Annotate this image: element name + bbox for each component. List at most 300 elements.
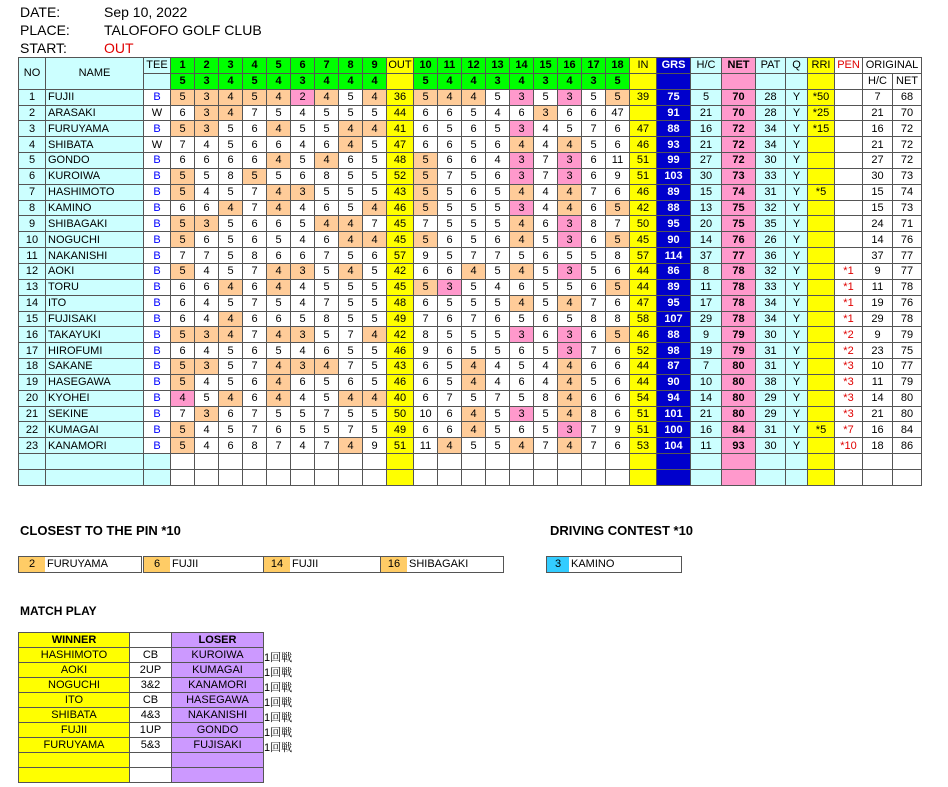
hole-score: 6 [510, 279, 534, 295]
hole-score: 6 [195, 232, 219, 248]
player-row [19, 105, 922, 121]
score-total: 46 [630, 184, 657, 200]
score-total: 45 [630, 232, 657, 248]
hole-header: 15 [534, 58, 558, 74]
pat-par-cell [756, 73, 786, 89]
empty-cell [657, 469, 691, 485]
player-q: Y [786, 89, 808, 105]
player-original-net: 84 [893, 422, 922, 438]
player-no: 7 [19, 184, 46, 200]
hole-score: 5 [486, 343, 510, 359]
player-q: Y [786, 105, 808, 121]
hole-score: 3 [558, 263, 582, 279]
hole-score: 5 [315, 422, 339, 438]
hole-score: 3 [534, 105, 558, 121]
player-net: 72 [722, 121, 756, 137]
hole-header: 8 [339, 58, 363, 74]
empty-cell [387, 469, 414, 485]
player-tee: B [144, 406, 171, 422]
player-gross: 101 [657, 406, 691, 422]
hole-score: 7 [243, 406, 267, 422]
player-tee: B [144, 248, 171, 264]
score-total: 44 [630, 279, 657, 295]
hole-score: 6 [582, 279, 606, 295]
hole-score: 5 [462, 343, 486, 359]
hole-score: 7 [486, 390, 510, 406]
hole-score: 5 [486, 121, 510, 137]
player-no: 10 [19, 232, 46, 248]
player-rri [808, 374, 835, 390]
player-rri: *25 [808, 105, 835, 121]
hole-score: 7 [582, 121, 606, 137]
col-q-header: Q [786, 58, 808, 74]
player-q: Y [786, 311, 808, 327]
empty-cell [722, 469, 756, 485]
player-handicap: 13 [691, 200, 722, 216]
empty-cell [863, 469, 893, 485]
empty-cell [144, 454, 171, 470]
player-rri: *5 [808, 422, 835, 438]
driving-entry [546, 556, 682, 573]
hole-score: 4 [363, 327, 387, 343]
score-total: 45 [387, 232, 414, 248]
hole-score: 5 [339, 168, 363, 184]
empty-cell [438, 469, 462, 485]
match-round-label: 1回戦 [264, 742, 293, 754]
hole-score: 6 [462, 184, 486, 200]
player-original-hc: 15 [863, 184, 893, 200]
player-tee: B [144, 422, 171, 438]
player-putts: 32 [756, 200, 786, 216]
player-original-net: 72 [893, 153, 922, 169]
hole-score: 4 [219, 390, 243, 406]
player-row [19, 390, 922, 406]
empty-cell [438, 454, 462, 470]
player-original-hc: 24 [863, 216, 893, 232]
player-net: 80 [722, 390, 756, 406]
match-row [19, 738, 264, 753]
hole-score: 6 [414, 295, 438, 311]
hole-score: 5 [315, 121, 339, 137]
player-tee: B [144, 89, 171, 105]
score-total: 39 [630, 89, 657, 105]
hole-score: 4 [315, 216, 339, 232]
match-row [19, 663, 264, 678]
player-original-net: 76 [893, 232, 922, 248]
hole-score: 4 [510, 184, 534, 200]
player-gross: 87 [657, 359, 691, 375]
start-label: START: [20, 40, 67, 56]
player-tee: B [144, 121, 171, 137]
hole-score: 8 [582, 216, 606, 232]
hole-score: 6 [315, 200, 339, 216]
hole-score: 6 [606, 374, 630, 390]
closest-title: CLOSEST TO THE PIN *10 [20, 523, 181, 538]
hole-score: 6 [267, 216, 291, 232]
player-net: 78 [722, 263, 756, 279]
hole-score: 7 [414, 311, 438, 327]
score-table [18, 57, 922, 486]
hole-score: 5 [462, 216, 486, 232]
hole-score: 4 [291, 279, 315, 295]
player-net: 72 [722, 153, 756, 169]
hole-score: 5 [534, 232, 558, 248]
hole-score: 5 [219, 184, 243, 200]
hole-score: 4 [438, 438, 462, 454]
player-original-net: 72 [893, 137, 922, 153]
hole-score: 4 [486, 279, 510, 295]
hole-score: 3 [510, 200, 534, 216]
player-rri [808, 168, 835, 184]
player-penalty [835, 168, 863, 184]
col-no-header: NO [19, 58, 46, 90]
hole-score: 5 [582, 374, 606, 390]
hole-score: 6 [291, 248, 315, 264]
empty-cell [267, 469, 291, 485]
player-row [19, 295, 922, 311]
empty-cell [558, 469, 582, 485]
player-gross: 98 [657, 343, 691, 359]
player-putts: 31 [756, 184, 786, 200]
hole-score: 6 [582, 232, 606, 248]
hole-score: 4 [291, 137, 315, 153]
hole-score: 3 [195, 121, 219, 137]
hole-header: 14 [510, 58, 534, 74]
par-cell: 3 [486, 73, 510, 89]
hole-score: 6 [243, 137, 267, 153]
player-original-hc: 23 [863, 343, 893, 359]
hole-score: 5 [171, 121, 195, 137]
hole-score: 5 [438, 200, 462, 216]
hole-score: 6 [315, 137, 339, 153]
hole-score: 4 [291, 105, 315, 121]
par-cell: 3 [195, 73, 219, 89]
hole-score: 4 [195, 343, 219, 359]
place-value: TALOFOFO GOLF CLUB [104, 22, 262, 38]
hole-score: 6 [219, 153, 243, 169]
hole-score: 7 [195, 248, 219, 264]
player-name: FURUYAMA [46, 121, 144, 137]
hole-score: 7 [582, 438, 606, 454]
empty-cell [691, 454, 722, 470]
hole-score: 47 [606, 105, 630, 121]
empty-row [19, 454, 922, 470]
player-handicap: 19 [691, 343, 722, 359]
match-loser: HASEGAWA [172, 693, 264, 708]
hole-score: 9 [414, 248, 438, 264]
hole-score: 6 [243, 279, 267, 295]
empty-cell [486, 454, 510, 470]
par-cell: 4 [363, 73, 387, 89]
hole-score: 6 [315, 343, 339, 359]
player-gross: 91 [657, 105, 691, 121]
player-gross: 94 [657, 390, 691, 406]
player-putts: 31 [756, 343, 786, 359]
hole-score: 6 [414, 422, 438, 438]
hole-score: 6 [243, 311, 267, 327]
player-putts: 34 [756, 311, 786, 327]
date-line [20, 4, 187, 20]
player-gross: 103 [657, 168, 691, 184]
hole-score: 3 [510, 168, 534, 184]
hole-score: 5 [315, 184, 339, 200]
player-no: 2 [19, 105, 46, 121]
hole-score: 4 [534, 359, 558, 375]
player-original-hc: 21 [863, 406, 893, 422]
player-net: 70 [722, 89, 756, 105]
empty-cell [630, 454, 657, 470]
hole-score: 6 [438, 311, 462, 327]
hole-score: 5 [510, 311, 534, 327]
player-q: Y [786, 343, 808, 359]
hole-score: 5 [438, 359, 462, 375]
player-gross: 114 [657, 248, 691, 264]
hole-score: 5 [315, 374, 339, 390]
hole-score: 5 [339, 105, 363, 121]
grs-par-cell [657, 73, 691, 89]
hole-score: 5 [558, 279, 582, 295]
score-total: 51 [630, 422, 657, 438]
hole-score: 4 [558, 390, 582, 406]
hole-score: 6 [414, 263, 438, 279]
player-handicap: 21 [691, 105, 722, 121]
hole-score: 5 [339, 279, 363, 295]
hole-score: 4 [219, 279, 243, 295]
player-no: 21 [19, 406, 46, 422]
player-handicap: 27 [691, 153, 722, 169]
player-name: GONDO [46, 153, 144, 169]
hole-score: 6 [606, 438, 630, 454]
player-net: 78 [722, 295, 756, 311]
player-no: 23 [19, 438, 46, 454]
hole-score: 6 [438, 105, 462, 121]
player-penalty: *7 [835, 422, 863, 438]
player-q: Y [786, 200, 808, 216]
hole-score: 6 [339, 374, 363, 390]
hole-score: 4 [195, 263, 219, 279]
hole-score: 3 [195, 327, 219, 343]
hole-score: 5 [462, 200, 486, 216]
empty-cell [363, 454, 387, 470]
player-rri [808, 216, 835, 232]
empty-cell [46, 454, 144, 470]
hole-score: 5 [171, 438, 195, 454]
hole-score: 4 [195, 137, 219, 153]
hole-score: 6 [582, 327, 606, 343]
hole-score: 3 [558, 327, 582, 343]
col-tee-header: TEE [144, 58, 171, 74]
empty-cell [756, 469, 786, 485]
hole-score: 4 [558, 438, 582, 454]
empty-cell [363, 469, 387, 485]
score-total: 40 [387, 390, 414, 406]
player-gross: 107 [657, 311, 691, 327]
score-total: 41 [387, 121, 414, 137]
hole-score: 7 [243, 263, 267, 279]
par-cell: 4 [267, 73, 291, 89]
hole-score: 4 [558, 359, 582, 375]
hole-header: 4 [243, 58, 267, 74]
player-original-hc: 9 [863, 327, 893, 343]
player-handicap: 11 [691, 438, 722, 454]
hole-score: 8 [414, 327, 438, 343]
empty-cell [462, 454, 486, 470]
player-penalty [835, 216, 863, 232]
hole-score: 4 [195, 422, 219, 438]
player-handicap: 15 [691, 184, 722, 200]
hole-score: 3 [558, 232, 582, 248]
player-net: 74 [722, 184, 756, 200]
par-cell: 5 [243, 73, 267, 89]
hole-header: 9 [363, 58, 387, 74]
player-no: 9 [19, 216, 46, 232]
match-winner: AOKI [19, 663, 130, 678]
player-putts: 36 [756, 248, 786, 264]
hole-score: 5 [363, 279, 387, 295]
hole-score: 4 [363, 121, 387, 137]
empty-cell [19, 768, 130, 783]
net-par-cell [722, 73, 756, 89]
hole-score: 5 [363, 406, 387, 422]
player-handicap: 29 [691, 311, 722, 327]
hole-score: 5 [339, 406, 363, 422]
header-row [19, 58, 922, 74]
hole-header: 1 [171, 58, 195, 74]
player-original-net: 80 [893, 390, 922, 406]
match-result: CB [130, 648, 172, 663]
hole-score: 7 [462, 248, 486, 264]
match-result: 4&3 [130, 708, 172, 723]
hole-score: 5 [219, 343, 243, 359]
hole-score: 3 [510, 406, 534, 422]
hole-score: 4 [339, 390, 363, 406]
hole-score: 7 [438, 390, 462, 406]
empty-cell [808, 469, 835, 485]
hole-score: 5 [219, 232, 243, 248]
hole-score: 5 [534, 343, 558, 359]
hole-score: 5 [486, 295, 510, 311]
player-penalty [835, 232, 863, 248]
player-putts: 30 [756, 438, 786, 454]
match-loser: KUROIWA [172, 648, 264, 663]
hole-score: 5 [414, 232, 438, 248]
hole-score: 9 [606, 168, 630, 184]
player-rri [808, 263, 835, 279]
player-no: 20 [19, 390, 46, 406]
hole-score: 5 [534, 295, 558, 311]
hole-header: IN [630, 58, 657, 74]
hole-score: 3 [195, 105, 219, 121]
player-net: 75 [722, 200, 756, 216]
hole-score: 5 [267, 295, 291, 311]
empty-cell [339, 454, 363, 470]
hole-score: 9 [606, 422, 630, 438]
hole-header: 12 [462, 58, 486, 74]
hole-score: 3 [558, 343, 582, 359]
player-gross: 89 [657, 184, 691, 200]
par-cell: 3 [582, 73, 606, 89]
empty-cell [756, 454, 786, 470]
match-round-label: 1回戦 [264, 727, 293, 739]
hole-score: 6 [606, 343, 630, 359]
empty-cell [171, 469, 195, 485]
hole-score: 5 [267, 232, 291, 248]
player-no: 12 [19, 263, 46, 279]
player-no: 15 [19, 311, 46, 327]
player-original-hc: 14 [863, 232, 893, 248]
player-name: TAKAYUKI [46, 327, 144, 343]
hole-header: 6 [291, 58, 315, 74]
par-cell: 4 [219, 73, 243, 89]
hole-score: 5 [363, 343, 387, 359]
player-rri [808, 279, 835, 295]
player-putts: 33 [756, 279, 786, 295]
player-name: SHIBAGAKI [46, 216, 144, 232]
player-name: ITO [46, 295, 144, 311]
player-original-hc: 15 [863, 200, 893, 216]
player-tee: B [144, 295, 171, 311]
hole-score: 7 [582, 184, 606, 200]
score-total: 50 [387, 406, 414, 422]
player-net: 76 [722, 232, 756, 248]
hole-score: 5 [219, 359, 243, 375]
player-original-net: 80 [893, 406, 922, 422]
player-q: Y [786, 390, 808, 406]
score-total: 46 [630, 137, 657, 153]
player-net: 75 [722, 216, 756, 232]
empty-cell [172, 753, 264, 768]
player-gross: 88 [657, 200, 691, 216]
player-row [19, 311, 922, 327]
score-total: 42 [630, 200, 657, 216]
hole-score: 4 [315, 89, 339, 105]
q-par-cell [786, 73, 808, 89]
hole-score: 5 [267, 343, 291, 359]
player-gross: 89 [657, 279, 691, 295]
hole-score: 4 [462, 374, 486, 390]
hole-score: 4 [363, 89, 387, 105]
player-gross: 93 [657, 137, 691, 153]
empty-cell [195, 454, 219, 470]
driving-title: DRIVING CONTEST *10 [550, 523, 694, 538]
hole-score: 7 [243, 422, 267, 438]
date-label: DATE: [20, 4, 61, 20]
empty-cell [863, 454, 893, 470]
orig-net-header: NET [893, 73, 922, 89]
match-title: MATCH PLAY [20, 604, 97, 618]
player-original-hc: 21 [863, 137, 893, 153]
hole-score: 4 [291, 232, 315, 248]
player-penalty [835, 105, 863, 121]
score-total: 51 [630, 153, 657, 169]
pen-par-cell [835, 73, 863, 89]
hole-score: 5 [363, 105, 387, 121]
hole-score: 5 [438, 374, 462, 390]
hole-score: 8 [219, 168, 243, 184]
score-total [630, 105, 657, 121]
hole-score: 3 [510, 153, 534, 169]
player-q: Y [786, 359, 808, 375]
hole-score: 6 [534, 216, 558, 232]
player-penalty [835, 184, 863, 200]
player-net: 80 [722, 374, 756, 390]
hole-score: 4 [267, 263, 291, 279]
col-pen-header: PEN [835, 58, 863, 74]
player-q: Y [786, 438, 808, 454]
score-total: 42 [387, 327, 414, 343]
player-rri [808, 406, 835, 422]
hole-score: 6 [534, 311, 558, 327]
